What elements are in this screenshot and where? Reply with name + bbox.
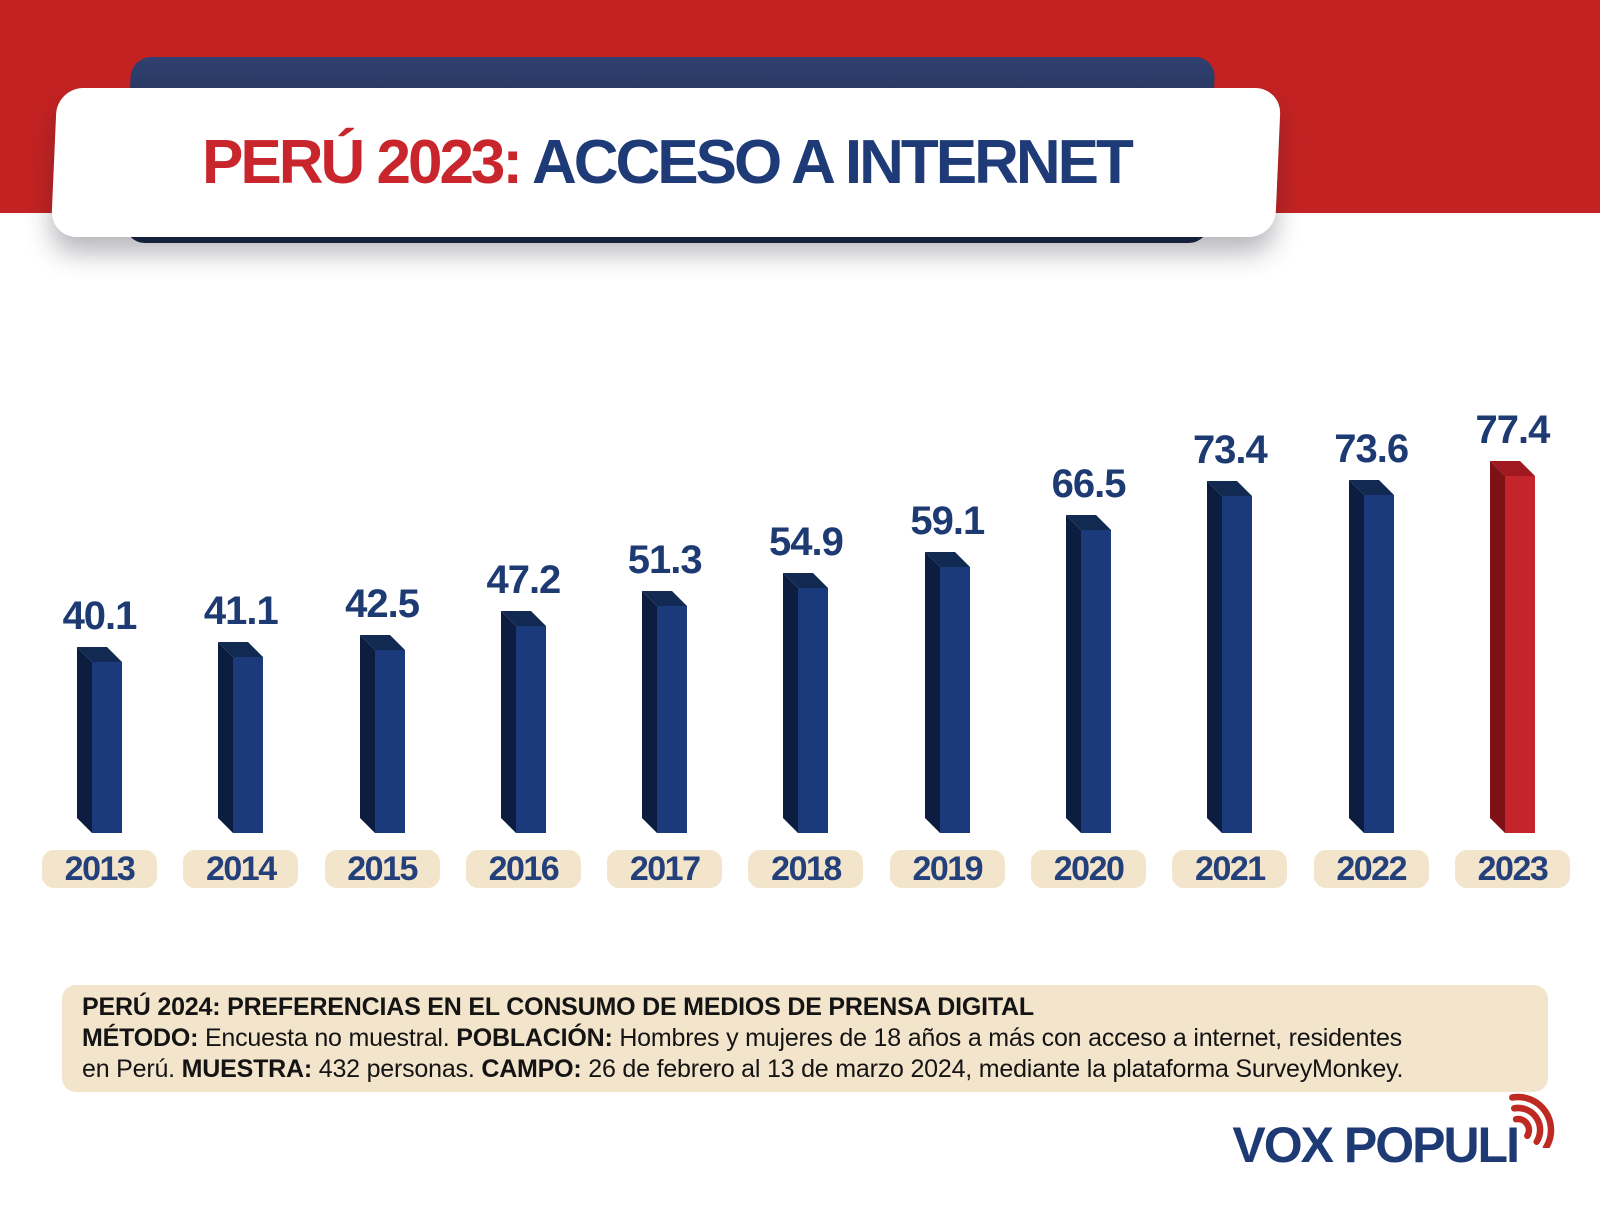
bar-column bbox=[183, 380, 298, 888]
bar-value-label: 47.2 bbox=[486, 558, 561, 602]
bar-3d bbox=[77, 647, 122, 833]
bar-column bbox=[1172, 380, 1287, 888]
bar-column bbox=[1455, 380, 1570, 888]
year-label: 2022 bbox=[1336, 849, 1406, 888]
year-label: 2018 bbox=[771, 849, 841, 888]
bar-column bbox=[748, 380, 863, 888]
bar-column bbox=[1031, 380, 1146, 888]
bar-3d bbox=[501, 611, 546, 833]
year-label: 2021 bbox=[1195, 849, 1265, 888]
year-pill bbox=[42, 850, 157, 888]
logo-text: VOX POPULI bbox=[1232, 1117, 1518, 1173]
year-pill bbox=[890, 850, 1005, 888]
bar-3d bbox=[1066, 515, 1111, 833]
year-pill bbox=[1314, 850, 1429, 888]
year-label: 2023 bbox=[1477, 849, 1548, 888]
bar-value-label: 77.4 bbox=[1475, 408, 1550, 452]
bar-3d bbox=[218, 642, 263, 833]
page-title-blue: ACCESO A INTERNET bbox=[531, 128, 1131, 197]
bar-chart bbox=[42, 380, 1570, 888]
year-label: 2015 bbox=[347, 849, 417, 888]
bar-value-label: 54.9 bbox=[769, 520, 843, 564]
year-label: 2020 bbox=[1053, 849, 1124, 888]
bar-value-label: 51.3 bbox=[627, 538, 702, 582]
bar-value-label: 73.4 bbox=[1192, 428, 1267, 472]
bar-column bbox=[1314, 380, 1429, 888]
bar-value-label: 73.6 bbox=[1334, 427, 1409, 471]
methodology-line2: MÉTODO: Encuesta no muestral. POBLACIÓN: Hombres y mujeres de 18 años a más con acceso a internet, residentes bbox=[82, 1024, 1402, 1052]
year-label: 2016 bbox=[488, 849, 559, 888]
bar-column bbox=[325, 380, 440, 888]
bar-value-label: 66.5 bbox=[1051, 462, 1126, 506]
vox-populi-logo bbox=[1232, 1116, 1518, 1174]
methodology-box bbox=[62, 985, 1548, 1092]
bar-3d bbox=[1207, 481, 1252, 833]
bar-value-label: 41.1 bbox=[203, 589, 278, 633]
year-pill bbox=[466, 850, 581, 888]
bar-value-label: 59.1 bbox=[910, 499, 985, 543]
year-pill bbox=[325, 850, 440, 888]
year-pill bbox=[1455, 850, 1570, 888]
year-pill bbox=[607, 850, 722, 888]
signal-arcs-icon bbox=[1506, 1090, 1566, 1148]
year-label: 2019 bbox=[912, 849, 983, 888]
bar-value-label: 42.5 bbox=[345, 582, 420, 626]
year-label: 2014 bbox=[205, 849, 276, 888]
year-label: 2013 bbox=[64, 849, 135, 888]
year-pill bbox=[1031, 850, 1146, 888]
year-pill bbox=[748, 850, 863, 888]
bar-3d-highlight bbox=[1490, 461, 1535, 833]
bar-3d bbox=[360, 635, 405, 833]
bar-3d bbox=[642, 591, 687, 833]
bar-column bbox=[466, 380, 581, 888]
bar-column bbox=[607, 380, 722, 888]
bar-3d bbox=[925, 552, 970, 833]
bar-3d bbox=[1349, 480, 1394, 833]
title-card bbox=[51, 88, 1282, 237]
page-title-red: PERÚ 2023: bbox=[201, 128, 532, 197]
year-pill bbox=[1172, 850, 1287, 888]
page-title bbox=[202, 127, 1131, 198]
year-pill bbox=[183, 850, 298, 888]
bar-3d bbox=[783, 573, 828, 833]
bar-value-label: 40.1 bbox=[62, 594, 137, 638]
methodology-line3: en Perú. MUESTRA: 432 personas. CAMPO: 26 de febrero al 13 de marzo 2024, mediante la plataforma SurveyMonkey. bbox=[82, 1055, 1404, 1083]
year-label: 2017 bbox=[629, 849, 700, 888]
methodology-title: PERÚ 2024: PREFERENCIAS EN EL CONSUMO DE MEDIOS DE PRENSA DIGITAL bbox=[82, 993, 1034, 1021]
bar-column bbox=[42, 380, 157, 888]
bar-column bbox=[890, 380, 1005, 888]
